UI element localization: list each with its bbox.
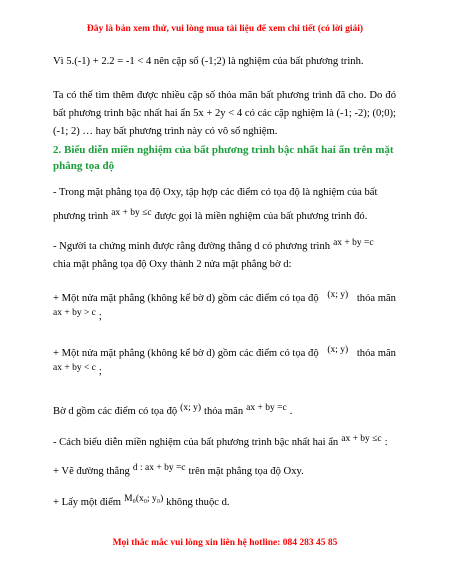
- paragraph-half-plane-2: + Một nửa mặt phẳng (không kể bờ d) gồm các điểm có tọa độ (x; y) thỏa mãn ax + by < c ;: [53, 345, 396, 381]
- preview-banner: Đây là bản xem thử, vui lòng mua tài liệu để xem chi tiết (có lời giải): [86, 24, 364, 34]
- point-formula: (x; y): [180, 403, 202, 413]
- paragraph-boundary: Bờ d gồm các điểm có tọa độ (x; y) thỏa mãn ax + by =c .: [53, 403, 293, 417]
- method-inequality-formula: ax + by ≤c: [341, 434, 382, 444]
- greater-than-formula: ax + by > c: [53, 308, 96, 318]
- hotline-footer: Mọi thắc mắc vui lòng xin liên hệ hotline: 084 283 45 85: [112, 538, 338, 548]
- point-formula: (x; y): [327, 345, 349, 355]
- step-draw-line: + Vẽ đường thẳng d : ax + by =c trên mặt phẳng tọa độ Oxy.: [53, 463, 304, 477]
- section-heading: 2. Biểu diễn miền nghiệm của bất phương trình bậc nhất hai ẩn trên mặt phẳng tọa độ: [53, 144, 394, 172]
- paragraph-line-theorem: [53, 238, 396, 274]
- definition-line-1: - Trong mặt phẳng tọa độ Oxy, tập hợp các điểm có tọa độ là nghiệm của bất: [53, 187, 378, 198]
- definition-line-2: phương trình ax + by ≤c được gọi là miền nghiệm của bất phương trình đó.: [53, 208, 368, 222]
- theorem-line-1: - Người ta chứng minh được rằng đường thẳng d có phương trình ax + by =c: [53, 238, 374, 252]
- paragraph-half-plane-1: + Một nửa mặt phẳng (không kể bờ d) gồm các điểm có tọa độ (x; y) thỏa mãn ax + by > c ;: [53, 290, 396, 326]
- step-pick-point: + Lấy một điểm M₀(x₀; y₀) không thuộc d.: [53, 494, 230, 508]
- point-formula: (x; y): [327, 290, 349, 300]
- paragraph-verification: Vì 5.(-1) + 2.2 = -1 < 4 nên cặp số (-1;2) là nghiệm của bất phương trình.: [53, 56, 364, 67]
- boundary-equation-formula: ax + by =c: [246, 403, 287, 413]
- paragraph-solutions: Ta có thể tìm thêm được nhiều cặp số thỏa mãn bất phương trình đã cho. Do đó bất phương trình bậc nhất hai ẩn 5x + 2y < 4 có các cặp nghiệm là (-1; -2); (0;0); (-1; 2) … hay bất phương trình này có vô số nghiệm.: [53, 90, 396, 137]
- paragraph-method: - Cách biểu diễn miền nghiệm của bất phương trình bậc nhất hai ẩn ax + by ≤c :: [53, 434, 388, 448]
- theorem-line-2: chia mặt phẳng tọa độ Oxy thành 2 nửa mặt phẳng bờ d:: [53, 259, 292, 270]
- line-equation-formula: ax + by =c: [333, 238, 374, 248]
- point-m0-formula: M₀(x₀; y₀): [124, 494, 164, 504]
- line-d-formula: d : ax + by =c: [132, 463, 186, 473]
- inequality-formula: ax + by ≤c: [111, 208, 152, 218]
- paragraph-definition: [53, 184, 396, 226]
- less-than-formula: ax + by < c: [53, 363, 96, 373]
